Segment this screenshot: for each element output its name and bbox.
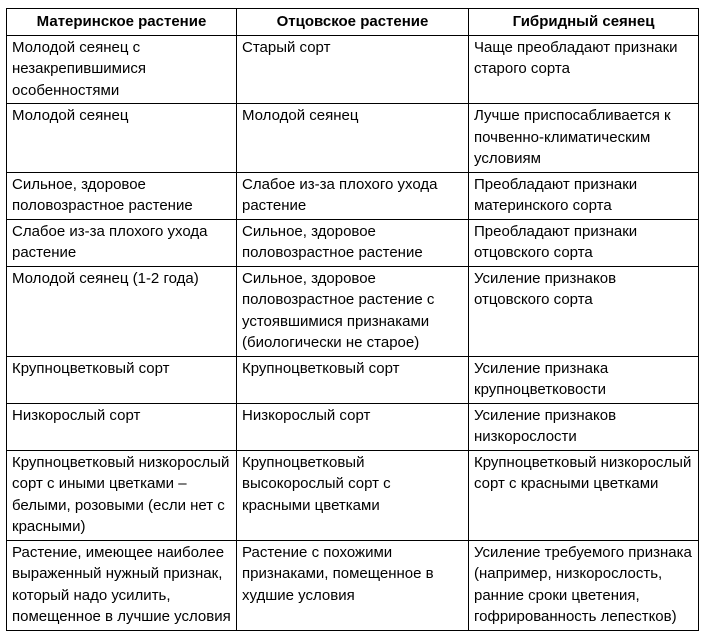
paternal-cell: Сильное, здоровое половозрастное растение с устоявшимися признаками (биологически не старое): [237, 266, 469, 356]
table-row: [7, 540, 699, 630]
hybrid-cell: Крупноцветковый низкорослый сорт с красными цветками: [469, 450, 699, 540]
table-row: [7, 403, 699, 450]
paternal-cell: Старый сорт: [237, 35, 469, 104]
table-row: [7, 219, 699, 266]
paternal-cell: Низкорослый сорт: [237, 403, 469, 450]
hybrid-cell: Усиление признаков низкорослости: [469, 403, 699, 450]
table-row: [7, 266, 699, 356]
table-header-row: [7, 9, 699, 36]
table-row: [7, 35, 699, 104]
paternal-cell: Молодой сеянец: [237, 104, 469, 173]
maternal-cell: Слабое из-за плохого ухода растение: [7, 219, 237, 266]
header-hybrid-seedling: Гибридный сеянец: [469, 9, 699, 36]
paternal-cell: Растение с похожими признаками, помещенное в худшие условия: [237, 540, 469, 630]
paternal-cell: Крупноцветковый высокорослый сорт с красными цветками: [237, 450, 469, 540]
hybrid-cell: Преобладают признаки отцовского сорта: [469, 219, 699, 266]
hybrid-cell: Лучше приспосабливается к почвенно-климатическим условиям: [469, 104, 699, 173]
paternal-cell: Слабое из-за плохого ухода растение: [237, 172, 469, 219]
table-row: [7, 450, 699, 540]
header-maternal-plant: Материнское растение: [7, 9, 237, 36]
maternal-cell: Молодой сеянец: [7, 104, 237, 173]
hybrid-cell: Преобладают признаки материнского сорта: [469, 172, 699, 219]
paternal-cell: Сильное, здоровое половозрастное растение: [237, 219, 469, 266]
header-paternal-plant: Отцовское растение: [237, 9, 469, 36]
maternal-cell: Крупноцветковый сорт: [7, 356, 237, 403]
maternal-cell: Молодой сеянец с незакрепившимися особенностями: [7, 35, 237, 104]
table-row: [7, 104, 699, 173]
hybrid-cell: Усиление признаков отцовского сорта: [469, 266, 699, 356]
hybrid-cell: Усиление признака крупноцветковости: [469, 356, 699, 403]
table-row: [7, 172, 699, 219]
hybrid-cell: Чаще преобладают признаки старого сорта: [469, 35, 699, 104]
paternal-cell: Крупноцветковый сорт: [237, 356, 469, 403]
maternal-cell: Низкорослый сорт: [7, 403, 237, 450]
maternal-cell: Растение, имеющее наиболее выраженный нужный признак, который надо усилить, помещенное в лучшие условия: [7, 540, 237, 630]
maternal-cell: Сильное, здоровое половозрастное растение: [7, 172, 237, 219]
table-row: [7, 356, 699, 403]
maternal-cell: Крупноцветковый низкорослый сорт с иными цветками – белыми, розовыми (если нет с красными): [7, 450, 237, 540]
hybrid-cell: Усиление требуемого признака (например, низкорослость, ранние сроки цветения, гофрированность лепестков): [469, 540, 699, 630]
document: [6, 8, 698, 631]
hybridization-table: [6, 8, 699, 631]
maternal-cell: Молодой сеянец (1-2 года): [7, 266, 237, 356]
